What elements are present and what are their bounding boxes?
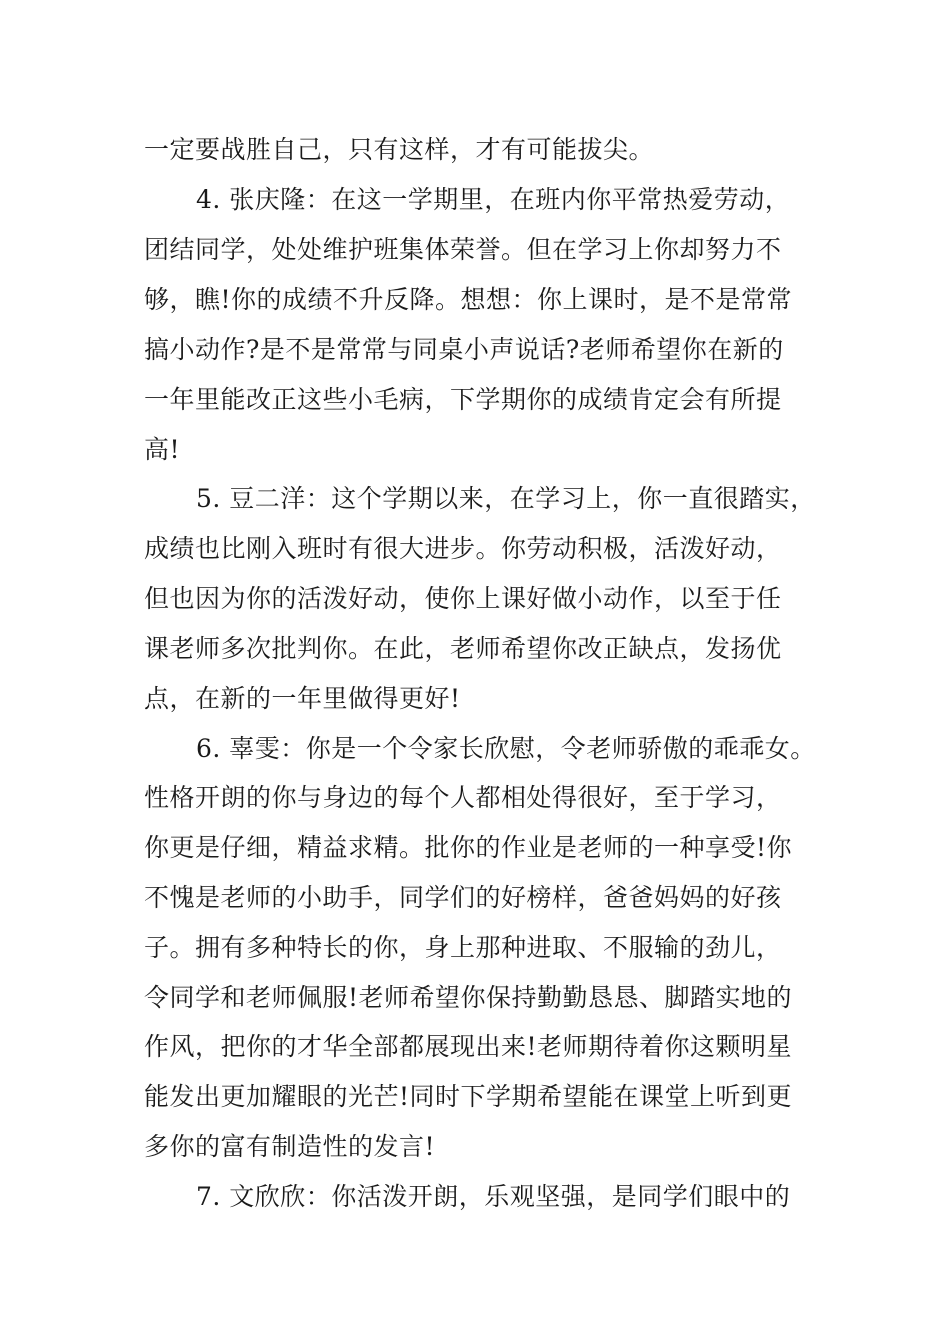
text-line: 作风，把你的才华全部都展现出来!老师期待着你这颗明星 (144, 1032, 793, 1061)
text-line: 成绩也比刚入班时有很大进步。你劳动积极，活泼好动， (144, 534, 782, 563)
text-line: 团结同学，处处维护班集体荣誉。但在学习上你却努力不 (144, 235, 782, 264)
text-line: 多你的富有制造性的发言! (144, 1132, 436, 1161)
text-line: 子。拥有多种特长的你，身上那种进取、不服输的劲儿， (144, 933, 782, 962)
paragraph-7-heading-line: 7. 文欣欣：你活泼开朗，乐观坚强，是同学们眼中的 (196, 1182, 791, 1211)
text-line: 不愧是老师的小助手，同学们的好榜样，爸爸妈妈的好孩 (144, 883, 782, 912)
text-line: 但也因为你的活泼好动，使你上课好做小动作，以至于任 (144, 584, 782, 613)
text-line: 你更是仔细，精益求精。批你的作业是老师的一种享受!你 (144, 833, 793, 862)
paragraph-4-heading-line: 4. 张庆隆：在这一学期里，在班内你平常热爱劳动， (196, 185, 791, 214)
text-line: 一年里能改正这些小毛病，下学期你的成绩肯定会有所提 (144, 385, 782, 414)
text-line: 高! (144, 435, 181, 464)
paragraph-5-heading-line: 5. 豆二洋：这个学期以来，在学习上，你一直很踏实， (196, 484, 816, 513)
text-line: 一定要战胜自己，只有这样，才有可能拔尖。 (144, 135, 655, 164)
text-line: 课老师多次批判你。在此，老师希望你改正缺点，发扬优 (144, 634, 782, 663)
text-line: 性格开朗的你与身边的每个人都相处得很好，至于学习， (144, 783, 782, 812)
text-line: 够，瞧!你的成绩不升反降。想想：你上课时，是不是常常 (144, 285, 793, 314)
paragraph-6-heading-line: 6. 辜雯：你是一个令家长欣慰，令老师骄傲的乖乖女。 (196, 734, 816, 763)
text-line: 点，在新的一年里做得更好! (144, 684, 461, 713)
text-line: 能发出更加耀眼的光芒!同时下学期希望能在课堂上听到更 (144, 1082, 793, 1111)
text-line: 令同学和老师佩服!老师希望你保持勤勤恳恳、脚踏实地的 (144, 983, 793, 1012)
text-line: 搞小动作?是不是常常与同桌小声说话?老师希望你在新的 (144, 335, 784, 364)
